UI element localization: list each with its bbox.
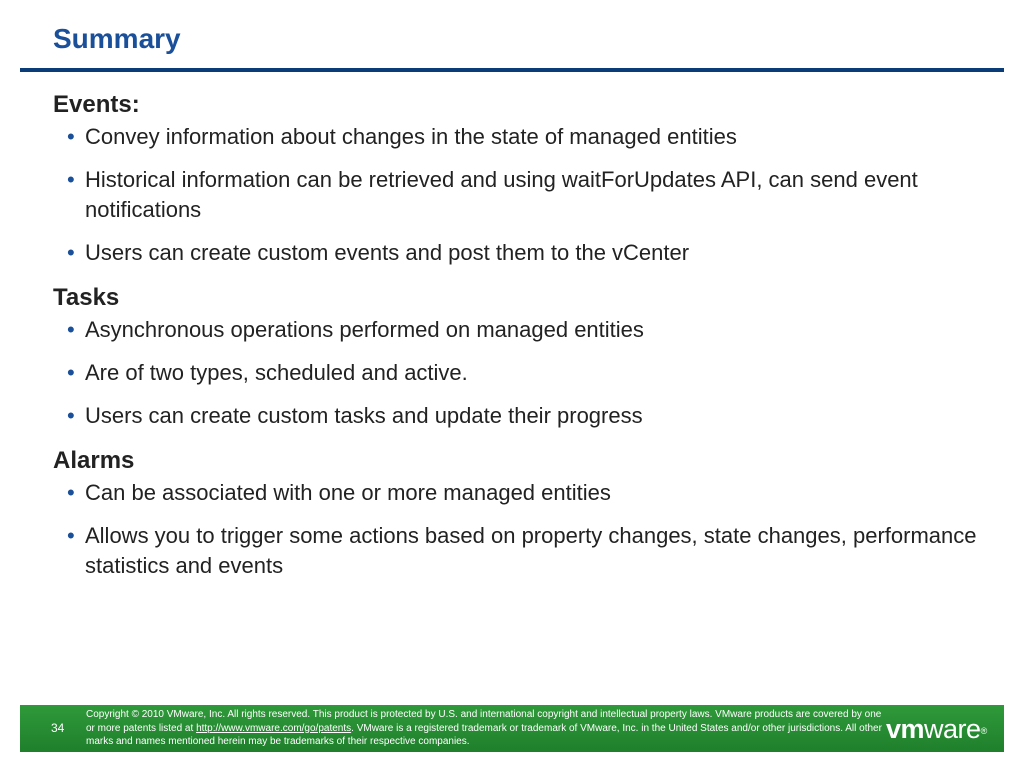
bullet-dot-icon: • (67, 124, 75, 149)
bullet-item (53, 165, 993, 225)
bullet-dot-icon: • (67, 403, 75, 428)
section-heading-tasks: Tasks (53, 284, 120, 311)
copyright-text-start: Copyright © 2010 VMware, Inc. All rights reserved. This product is protected by U.S. and international copyright and intellectual property laws. VMware products are covered by one or more patents listed at (86, 709, 882, 734)
bullet-text: Historical information can be retrieved and using waitForUpdates API, can send event notifications (85, 167, 918, 222)
bullet-dot-icon: • (67, 317, 75, 342)
bullet-dot-icon: • (67, 523, 75, 548)
title-divider (20, 68, 1004, 72)
bullet-text: Users can create custom events and post them to the vCenter (85, 240, 690, 265)
section-heading-alarms: Alarms (53, 447, 135, 474)
bullet-text: Can be associated with one or more managed entities (85, 480, 611, 505)
bullet-item (53, 122, 993, 152)
bullet-item (53, 478, 993, 508)
logo-ware: ware (924, 714, 981, 744)
bullet-text: Allows you to trigger some actions based on property changes, state changes, performance statistics and events (85, 523, 977, 578)
bullet-item (53, 315, 993, 345)
section-heading-events: Events: (53, 91, 140, 118)
events-bullets (53, 122, 993, 268)
bullet-text: Are of two types, scheduled and active. (85, 360, 468, 385)
copyright-notice (86, 708, 886, 749)
bullet-text: Asynchronous operations performed on managed entities (85, 317, 644, 342)
slide-title: Summary (53, 23, 181, 54)
bullet-dot-icon: • (67, 360, 75, 385)
logo-vm: vm (886, 714, 925, 744)
page-number: 34 (51, 721, 65, 735)
bullet-dot-icon: • (67, 240, 75, 265)
events-section (53, 88, 993, 268)
vmware-logo (886, 714, 987, 744)
bullet-item (53, 238, 993, 268)
alarms-section (53, 444, 993, 581)
bullet-text: Users can create custom tasks and update their progress (85, 403, 643, 428)
bullet-text: Convey information about changes in the state of managed entities (85, 124, 737, 149)
bullet-dot-icon: • (67, 480, 75, 505)
tasks-bullets (53, 315, 993, 431)
footer-bar (20, 705, 1004, 752)
logo-registered-mark: ® (980, 726, 987, 736)
copyright-text-end: . VMware is a registered trademark or trademark of VMware, Inc. in the United States and/or other jurisdictions. All other marks and names mentioned herein may be trademarks of their respective companies. (86, 722, 882, 747)
bullet-item (53, 358, 993, 388)
bullet-dot-icon: • (67, 167, 75, 192)
bullet-item (53, 521, 993, 581)
alarms-bullets (53, 478, 993, 581)
patents-link[interactable]: http://www.vmware.com/go/patents (196, 722, 352, 734)
tasks-section (53, 281, 993, 431)
bullet-item (53, 401, 993, 431)
slide-content (53, 88, 993, 594)
